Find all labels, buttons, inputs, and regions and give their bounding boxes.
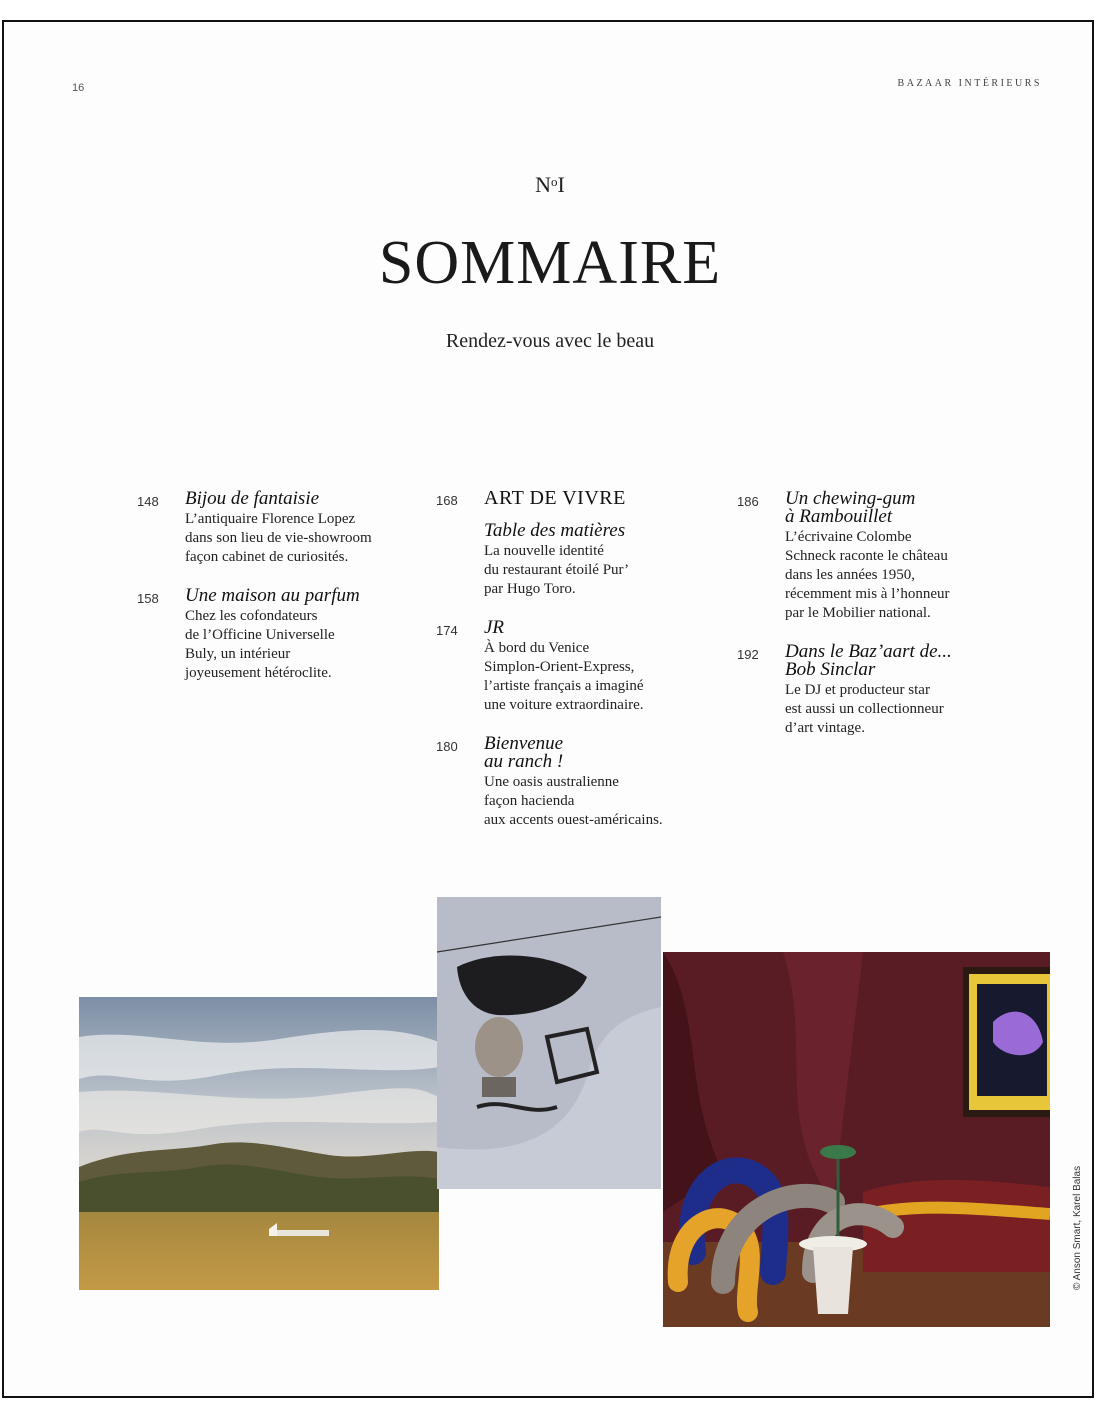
toc-page-number: 192 [737, 647, 759, 662]
toc-page-number: 148 [137, 494, 159, 509]
toc-entry-description: L’écrivaine Colombe Schneck raconte le château dans les années 1950, récemment mis à l’honneur par le Mobilier national. [785, 529, 950, 621]
toc-entry-title: Table des matières [484, 520, 626, 541]
toc-page-number: 174 [436, 623, 458, 638]
photo-jr-portrait[interactable] [437, 897, 661, 1189]
photo-bob-sinclar-interior[interactable] [663, 952, 1050, 1327]
toc-column-left [137, 490, 427, 703]
toc-entry-title: Dans le Baz’aart de... Bob Sinclar [785, 641, 952, 680]
toc-entry[interactable] [137, 587, 427, 683]
interior-image [663, 952, 1050, 1327]
toc-page-number: 158 [137, 591, 159, 606]
photo-ranch-landscape[interactable] [79, 997, 439, 1290]
toc-entry-description: La nouvelle identité du restaurant étoilé Pur’ par Hugo Toro. [484, 543, 630, 597]
magazine-name: BAZAAR INTÉRIEURS [897, 78, 1042, 89]
toc-entry-description: Une oasis australienne façon hacienda aux accents ouest-américains. [484, 774, 663, 828]
photo-credit: © Anson Smart, Karel Balas [1072, 1165, 1083, 1290]
toc-page-number: 180 [436, 739, 458, 754]
toc-section[interactable] [436, 488, 726, 599]
toc-entry[interactable] [484, 522, 726, 599]
toc-entry-title: Bienvenue au ranch ! [484, 733, 564, 772]
toc-column-middle [436, 488, 726, 850]
toc-section-label: ART DE VIVRE [484, 487, 626, 509]
issue-number [0, 172, 1100, 198]
toc-entry-description: Chez les cofondateurs de l’Officine Universelle Buly, un intérieur joyeusement hétéroclite. [185, 608, 335, 681]
toc-page-number: 168 [436, 493, 458, 508]
jr-portrait-image [437, 897, 661, 1189]
toc-entry-description: L’antiquaire Florence Lopez dans son lieu de vie-showroom façon cabinet de curiosités. [185, 511, 372, 565]
toc-entry[interactable] [436, 735, 726, 830]
toc-entry-title: JR [484, 617, 505, 638]
toc-entry[interactable] [737, 643, 1027, 738]
toc-entry[interactable] [137, 490, 427, 567]
toc-entry-description: Le DJ et producteur star est aussi un collectionneur d’art vintage. [785, 682, 944, 736]
page-title: SOMMAIRE [378, 229, 722, 297]
toc-column-right [737, 490, 1027, 758]
issue-value: I [557, 172, 565, 197]
page-subtitle: Rendez-vous avec le beau [445, 330, 655, 352]
issue-prefix: N [535, 172, 552, 197]
toc-entry[interactable] [436, 619, 726, 715]
ranch-landscape-image [79, 997, 439, 1290]
toc-entry-description: À bord du Venice Simplon-Orient-Express, l’artiste français a imaginé une voiture extraordinaire. [484, 640, 644, 713]
toc-entry-title: Une maison au parfum [185, 585, 360, 606]
page-number: 16 [72, 82, 85, 94]
toc-page-number: 186 [737, 494, 759, 509]
toc-entry[interactable] [737, 490, 1027, 623]
toc-entry-title: Bijou de fantaisie [185, 488, 320, 509]
issue-superscript: o [551, 174, 558, 189]
toc-entry-title: Un chewing-gum à Rambouillet [785, 488, 916, 527]
